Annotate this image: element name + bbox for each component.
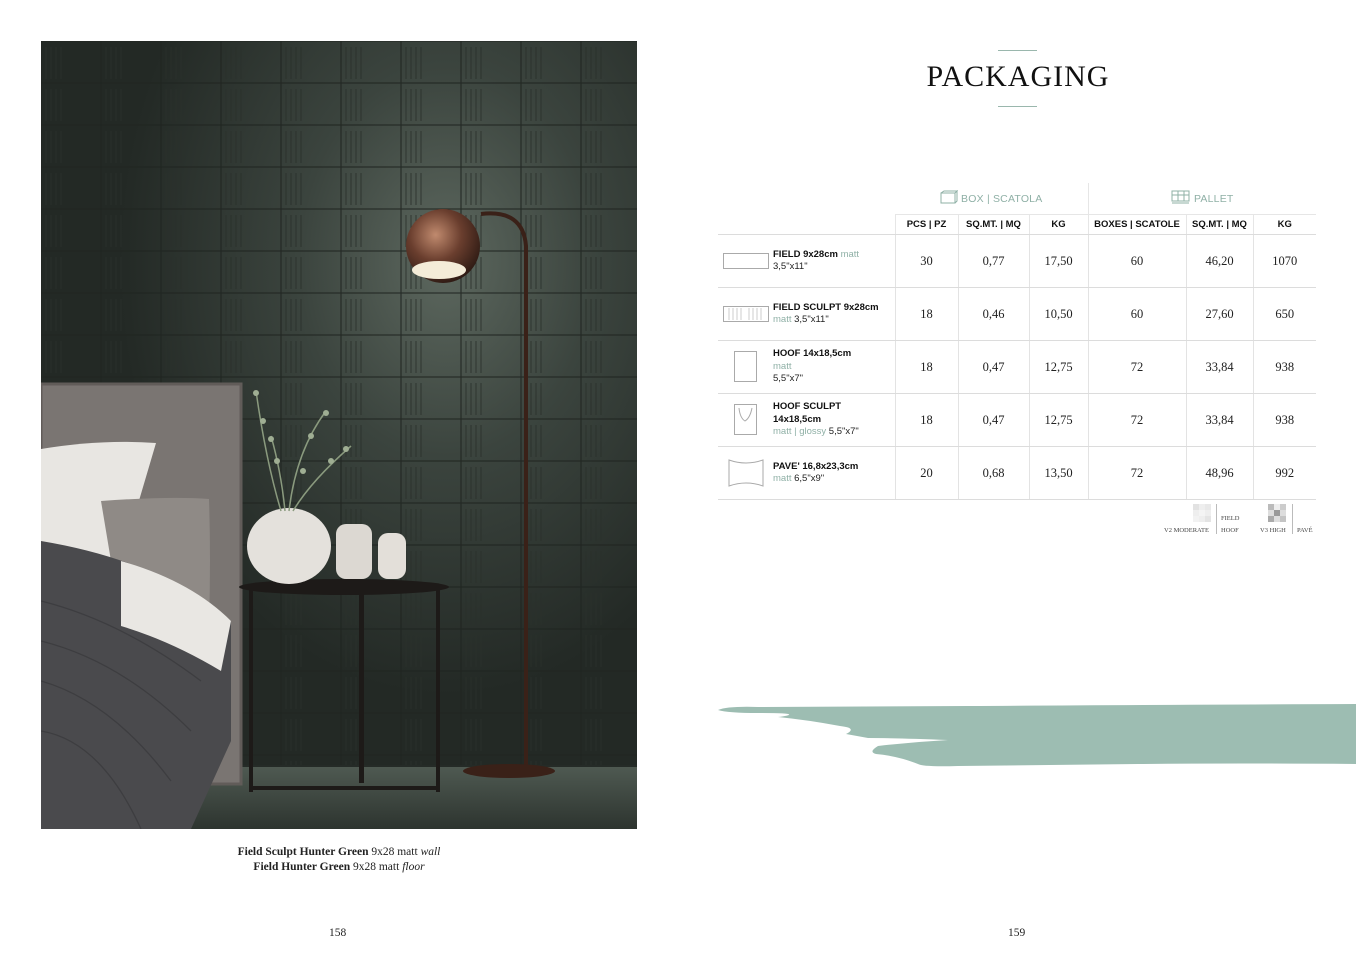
- legend-v3: [1260, 504, 1320, 538]
- v2-item-field: FIELD: [1221, 515, 1240, 522]
- product-finish: matt: [773, 314, 792, 325]
- cell-pcs: 18: [895, 288, 958, 341]
- cell-box-kg: 17,50: [1029, 235, 1088, 288]
- cell-pcs: 20: [895, 447, 958, 500]
- product-cell: [718, 394, 895, 447]
- cell-box-kg: 12,75: [1029, 394, 1088, 447]
- legend-divider: [1292, 504, 1293, 534]
- group-box-label: BOX | SCATOLA: [961, 193, 1043, 205]
- cell-box-sqmt: 0,47: [958, 394, 1029, 447]
- cell-box-kg: 13,50: [1029, 447, 1088, 500]
- legend-divider: [1216, 504, 1217, 534]
- cell-pallet-sqmt: 27,60: [1186, 288, 1253, 341]
- cell-box-sqmt: 0,68: [958, 447, 1029, 500]
- photo-caption-line1: [41, 846, 637, 858]
- product-name: FIELD SCULPT 9x28cm: [773, 301, 879, 313]
- product-cell: [718, 447, 895, 500]
- product-size: 5,5"x7": [828, 426, 859, 438]
- paint-stroke-decoration: [718, 700, 1356, 775]
- page-title: PACKAGING: [926, 60, 1110, 93]
- cell-pallet-sqmt: 48,96: [1186, 447, 1253, 500]
- col-header-boxes: BOXES | SCATOLE: [1088, 215, 1186, 235]
- caption-size: 9x28 matt: [371, 846, 418, 858]
- product-size: 3,5"x11": [794, 314, 829, 325]
- title-rule-bottom: [998, 106, 1037, 107]
- hoof-tile-icon: [718, 351, 773, 383]
- caption-use: floor: [402, 861, 425, 873]
- hoof-sculpt-tile-icon: [718, 404, 773, 436]
- table-row: [718, 447, 1316, 500]
- product-size: 5,5"x7": [773, 373, 803, 385]
- col-header-pcs: PCS | PZ: [895, 215, 958, 235]
- product-cell: [718, 235, 895, 288]
- product-size: 6,5"x9": [794, 473, 825, 484]
- pallet-icon: [1171, 190, 1191, 207]
- cell-box-kg: 10,50: [1029, 288, 1088, 341]
- cell-pallet-kg: 650: [1253, 288, 1316, 341]
- cell-pallet-sqmt: 46,20: [1186, 235, 1253, 288]
- v3-high-swatch-icon: [1268, 504, 1286, 522]
- legend-v2: [1164, 504, 1254, 538]
- cell-pcs: 30: [895, 235, 958, 288]
- packaging-table: [718, 183, 1316, 500]
- product-size: 3,5"x11": [773, 261, 808, 272]
- pave-tile-icon: [718, 458, 773, 488]
- group-pallet-label: PALLET: [1194, 193, 1234, 205]
- col-header-pallet-kg: KG: [1253, 215, 1316, 235]
- cell-pallet-kg: 992: [1253, 447, 1316, 500]
- product-finish: matt: [773, 473, 792, 484]
- cell-pallet-sqmt: 33,84: [1186, 394, 1253, 447]
- group-pallet: [1088, 183, 1316, 215]
- group-header-row: [718, 183, 1316, 215]
- cell-pallet-kg: 938: [1253, 341, 1316, 394]
- cell-pcs: 18: [895, 341, 958, 394]
- product-name: HOOF SCULPT: [773, 401, 842, 413]
- page-number-right: 159: [1008, 927, 1026, 939]
- cell-pcs: 18: [895, 394, 958, 447]
- group-box: [895, 183, 1088, 215]
- interior-photo: [41, 41, 637, 829]
- box-icon: [940, 190, 958, 207]
- product-finish: matt: [773, 360, 792, 372]
- caption-size: 9x28 matt: [352, 861, 400, 873]
- cell-pallet-kg: 1070: [1253, 235, 1316, 288]
- product-name: PAVE' 16,8x23,3cm: [773, 460, 859, 472]
- v2-moderate-swatch-icon: [1193, 504, 1211, 522]
- cell-pallet-sqmt: 33,84: [1186, 341, 1253, 394]
- product-finish: matt: [840, 248, 860, 260]
- column-header-row: [718, 215, 1316, 235]
- cell-box-kg: 12,75: [1029, 341, 1088, 394]
- table-row: [718, 341, 1316, 394]
- product-name-size: 14x18,5cm: [773, 413, 822, 425]
- v3-label: V3 HIGH: [1260, 527, 1286, 534]
- product-name: HOOF 14x18,5cm: [773, 348, 852, 360]
- table-row: [718, 235, 1316, 288]
- v2-label: V2 MODERATE: [1164, 527, 1209, 534]
- cell-pallet-kg: 938: [1253, 394, 1316, 447]
- v3-item-pave: PAVÉ: [1297, 527, 1313, 534]
- cell-boxes: 72: [1088, 447, 1186, 500]
- cell-box-sqmt: 0,46: [958, 288, 1029, 341]
- product-finish: matt | glossy: [773, 426, 827, 438]
- cell-boxes: 60: [1088, 288, 1186, 341]
- cell-boxes: 72: [1088, 394, 1186, 447]
- col-header-box-sqmt: SQ.MT. | MQ: [958, 215, 1029, 235]
- field-tile-icon: [718, 253, 773, 269]
- cell-box-sqmt: 0,47: [958, 341, 1029, 394]
- table-row: [718, 288, 1316, 341]
- caption-use: wall: [420, 846, 441, 858]
- page-number-left: 158: [329, 927, 347, 939]
- cell-boxes: 72: [1088, 341, 1186, 394]
- cell-box-sqmt: 0,77: [958, 235, 1029, 288]
- product-name: FIELD 9x28cm: [773, 248, 838, 260]
- product-cell: [718, 288, 895, 341]
- v2-item-hoof: HOOF: [1221, 527, 1239, 534]
- photo-caption-line2: [41, 861, 637, 873]
- product-cell: [718, 341, 895, 394]
- table-row: [718, 394, 1316, 447]
- caption-product: Field Sculpt Hunter Green: [237, 846, 369, 858]
- field-sculpt-tile-icon: [718, 306, 773, 322]
- col-header-pallet-sqmt: SQ.MT. | MQ: [1186, 215, 1253, 235]
- col-header-box-kg: KG: [1029, 215, 1088, 235]
- cell-boxes: 60: [1088, 235, 1186, 288]
- title-rule-top: [998, 50, 1037, 51]
- caption-product: Field Hunter Green: [253, 861, 351, 873]
